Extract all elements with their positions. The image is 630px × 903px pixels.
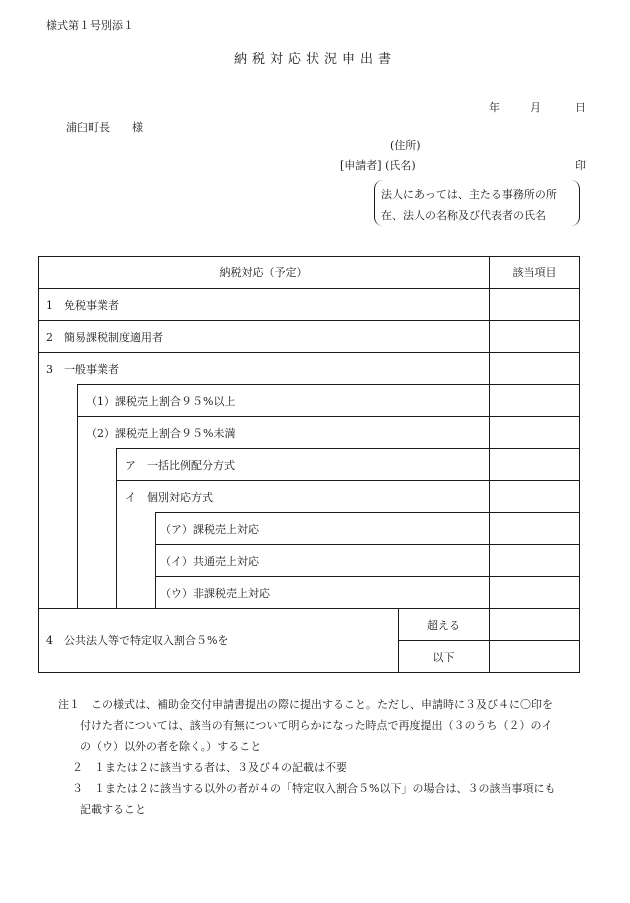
row-lump-proportional-method: ア 一括比例配分方式 (125, 459, 235, 472)
row-tax-exempt: 1 免税事業者 (46, 299, 119, 312)
date-month-label: 月 (530, 101, 541, 114)
row-common-sales-corresponding: （イ）共通売上対応 (160, 555, 259, 568)
date-day-label: 日 (575, 101, 586, 114)
row-taxable-sales-95-under: （2）課税売上割合９５%未満 (86, 427, 236, 440)
note-1-line-1: 注１ この様式は、補助金交付申請書提出の際に提出すること。ただし、申請時に３及び４に〇印を (58, 698, 553, 711)
row-general-business: 3 一般事業者 (46, 363, 119, 376)
seal-mark: 印 (575, 159, 586, 172)
addressee: 浦臼町長 様 (66, 121, 143, 134)
row-4-below: 以下 (432, 651, 455, 664)
row-taxable-sales-corresponding: （ア）課税売上対応 (160, 523, 259, 536)
note-1-line-3: の（ウ）以外の者を除く。）すること (80, 740, 262, 753)
note-3-line-2: 記載すること (80, 803, 146, 816)
column-header-applicable: 該当項目 (512, 266, 557, 279)
address-label: (住所) (390, 139, 421, 152)
row-individual-method: イ 個別対応方式 (125, 491, 213, 504)
row-taxable-sales-95-over: （1）課税売上割合９５%以上 (86, 395, 236, 408)
column-header-tax-response: 納税対応（予定） (219, 266, 308, 279)
corporate-note-line-1: 法人にあっては、主たる事務所の所 (381, 188, 557, 201)
form-number: 様式第１号別添１ (46, 19, 134, 32)
row-public-corporation: 4 公共法人等で特定収入割合５%を (46, 634, 229, 647)
document-title: 納税対応状況申出書 (233, 52, 396, 67)
corporate-note-line-2: 在、法人の名称及び代表者の氏名 (381, 209, 546, 222)
row-simplified-taxation: 2 簡易課税制度適用者 (46, 331, 163, 344)
row-4-exceeds: 超える (427, 619, 460, 632)
row-nontaxable-sales-corresponding: （ウ）非課税売上対応 (160, 587, 270, 600)
date-year-label: 年 (489, 101, 500, 114)
note-3-line-1: ３ １または２に該当する以外の者が４の「特定収入割合５%以下」の場合は、３の該当事項にも (72, 782, 556, 795)
note-2: ２ １または２に該当する者は、３及び４の記載は不要 (72, 761, 347, 774)
applicant-name-label: [申請者] (氏名) (340, 159, 416, 172)
note-1-line-2: 付けた者については、該当の有無について明らかになった時点で再度提出（３のうち（２）のイ (80, 719, 553, 732)
